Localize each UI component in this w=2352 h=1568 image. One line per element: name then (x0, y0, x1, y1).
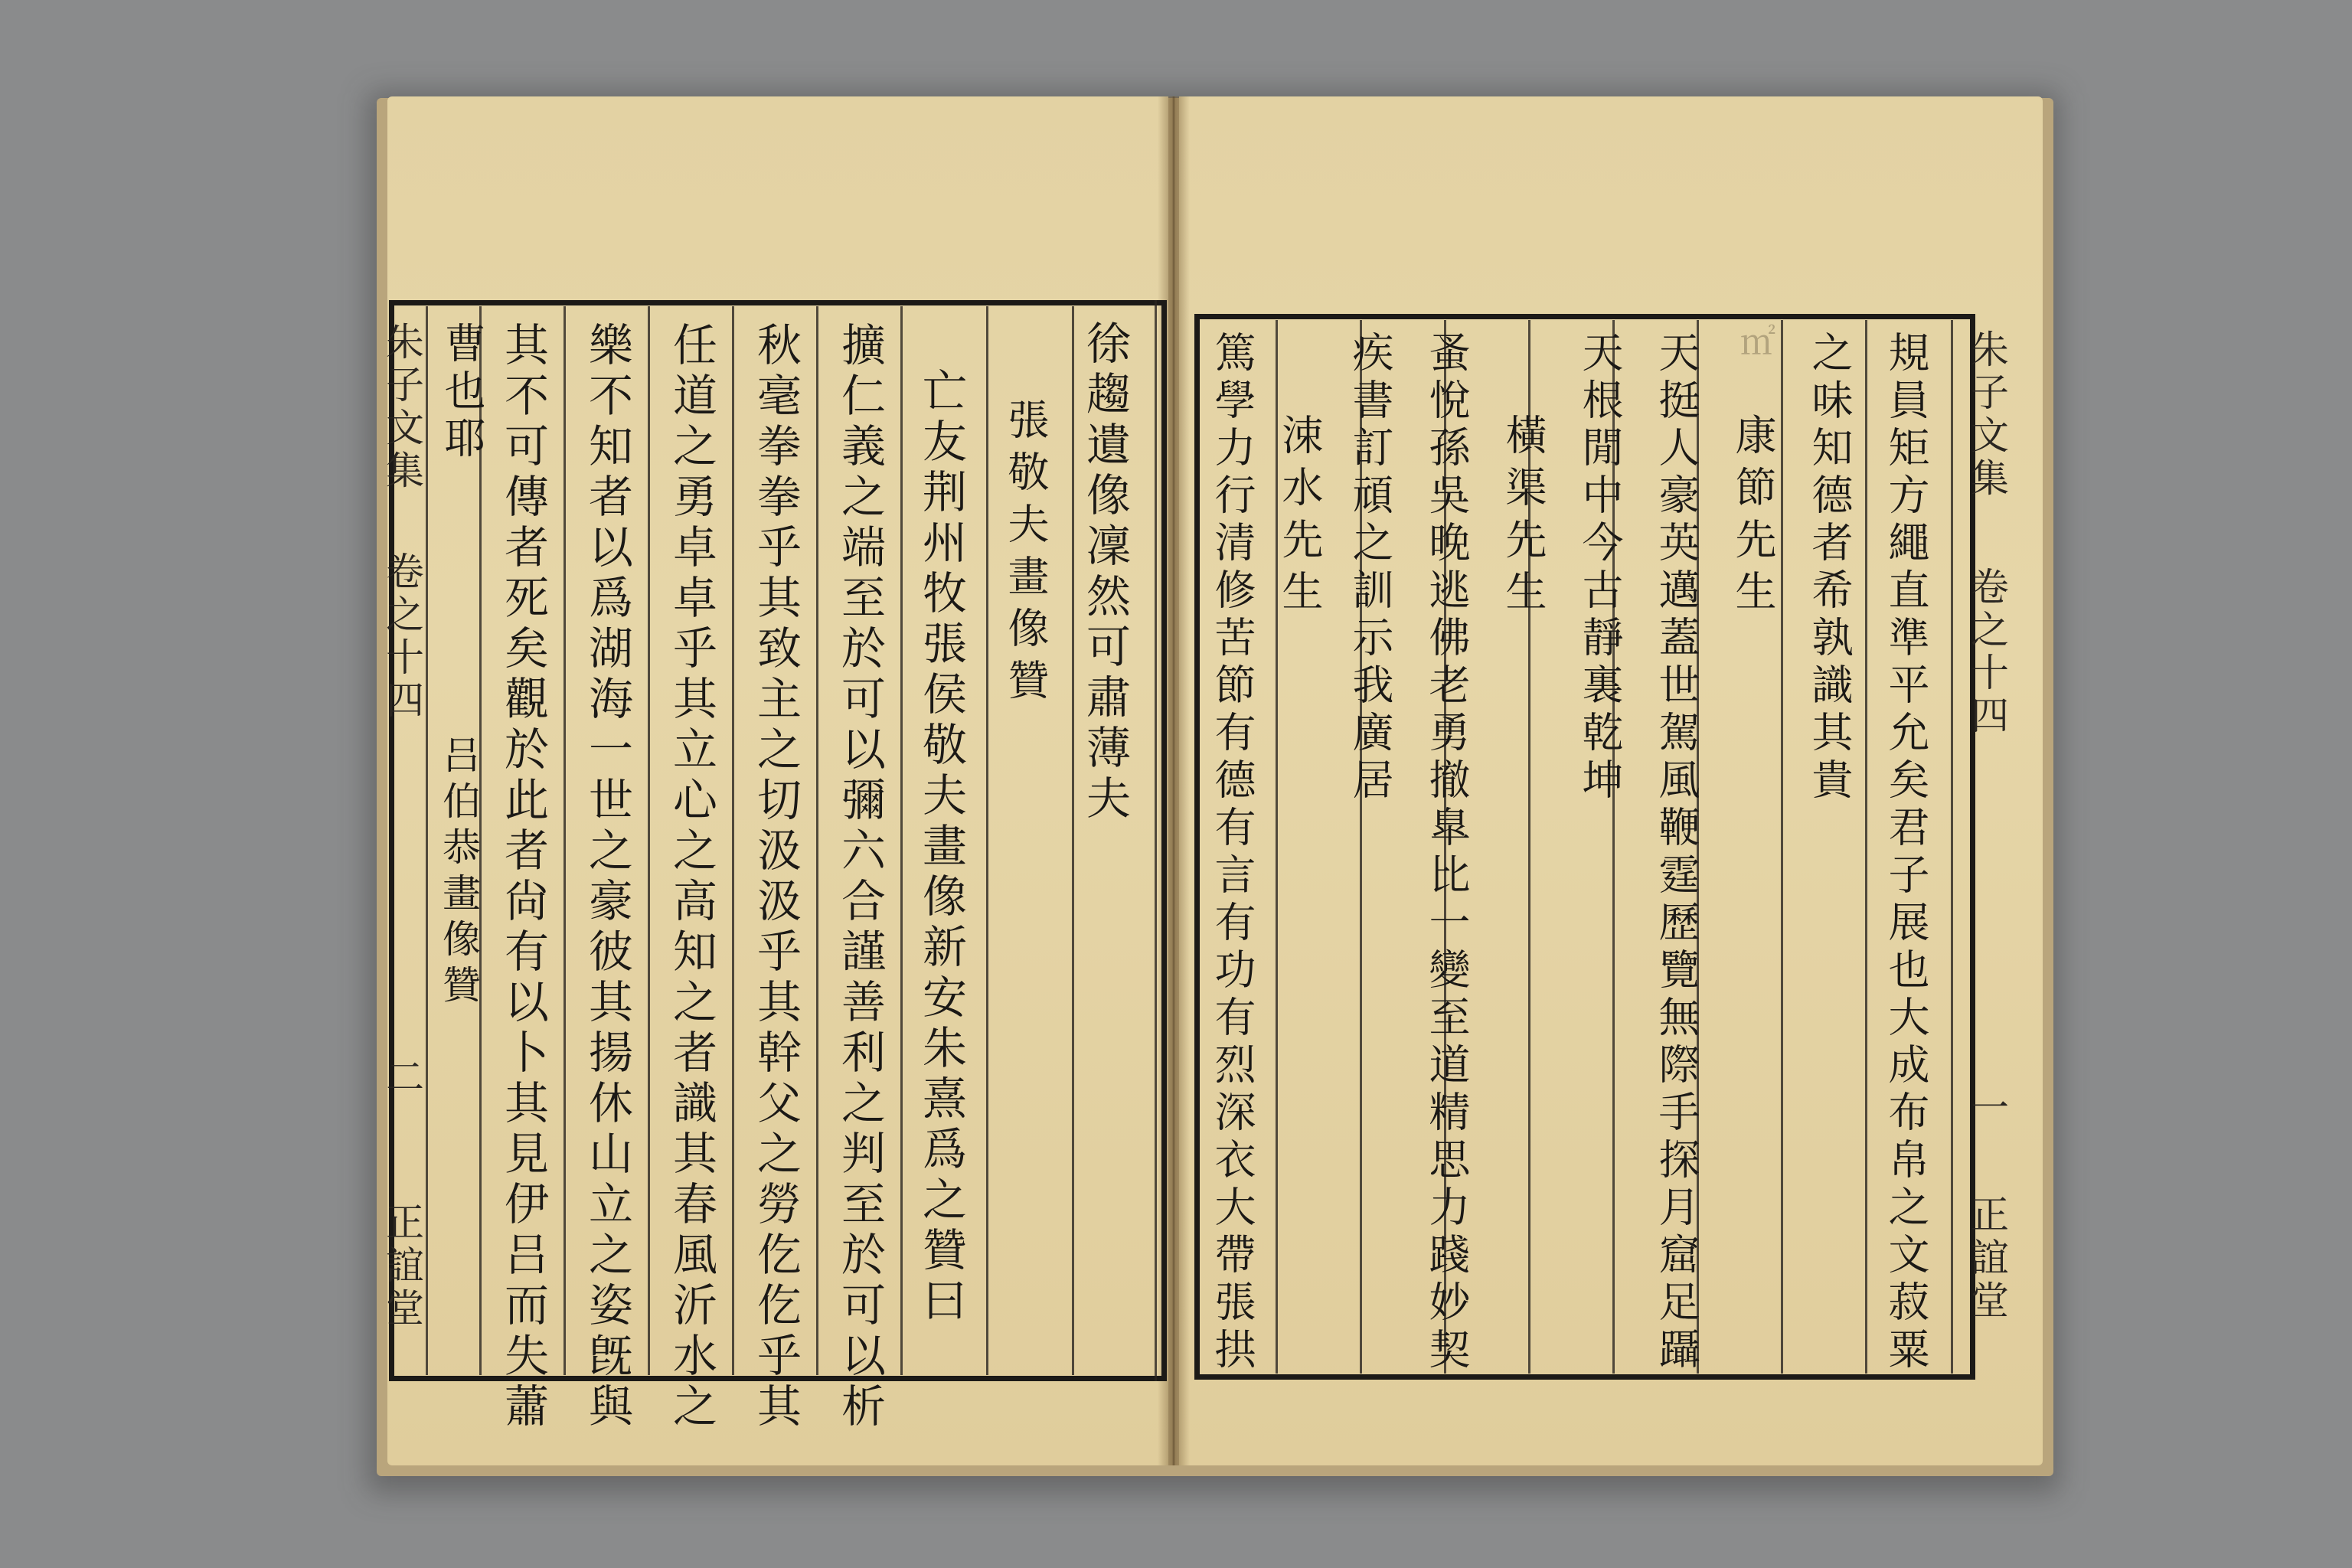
text-column: 篤學力行清修苦節有德有言有功有烈深衣大帶張拱 (1208, 331, 1256, 1375)
text-column: 規員矩方繩直準平允矣君子展也大成布帛之文菽粟 (1882, 331, 1930, 1375)
column-rule (1155, 300, 1157, 1381)
column-rule (1951, 320, 1953, 1374)
margin-publisher: 正誼堂 (380, 1202, 424, 1331)
column-rule (1865, 320, 1867, 1374)
section-heading: 康節先生 (1729, 413, 1777, 622)
column-rule (900, 306, 903, 1375)
text-column: 擴仁義之端至於可以彌六合謹善利之判至於可以析 (834, 322, 886, 1433)
bleed-through-text: ㎡ (1735, 322, 1776, 369)
margin-publisher: 正誼堂 (1965, 1194, 2009, 1323)
column-rule (1072, 306, 1074, 1375)
column-rule (648, 306, 650, 1375)
column-rule (816, 306, 818, 1375)
margin-title: 朱子文集 (1965, 329, 2009, 501)
section-heading: 張敬夫畫像贊 (1001, 398, 1050, 710)
text-column: 天挺人豪英邁蓋世駕風鞭霆歷覽無際手探月窟足躡 (1652, 331, 1700, 1375)
column-rule (1781, 320, 1783, 1374)
text-column: 之味知德者希孰識其貴 (1805, 331, 1854, 805)
text-column: 秋毫拳拳乎其致主之切汲汲乎其幹父之勞仡仡乎其 (750, 322, 802, 1433)
section-heading: 吕伯恭畫像贊 (436, 735, 481, 1011)
text-column: 亡友荆州牧張侯敬夫畫像新安朱熹爲之贊曰 (915, 368, 967, 1328)
column-rule (564, 306, 566, 1375)
text-column: 其不可傳者死矣觀於此者尙有以卜其見伊吕而失蕭 (497, 322, 549, 1433)
margin-title: 朱子文集 (380, 322, 424, 493)
section-heading: 涑水先生 (1276, 413, 1324, 622)
text-column: 疾書訂頑之訓示我廣居 (1346, 331, 1394, 805)
text-column: 徐趨遺像凜然可肅薄夫 (1079, 320, 1131, 825)
margin-volume: 卷之十四 (380, 551, 424, 723)
text-column: 任道之勇卓卓乎其立心之高知之者識其春風沂水之 (665, 322, 717, 1433)
margin-volume: 卷之十四 (1965, 567, 2009, 738)
column-rule (732, 306, 734, 1375)
margin-page-number: 一 (1965, 1087, 2009, 1130)
text-column: 蚤悅孫吳晚逃佛老勇撤臯比一變至道精思力踐妙契 (1423, 331, 1471, 1375)
text-column: 樂不知者以爲湖海一世之豪彼其揚休山立之姿旣與 (581, 322, 633, 1433)
text-column: 曹也耶 (438, 322, 486, 464)
section-heading: 橫渠先生 (1499, 413, 1547, 622)
text-column: 天根閒中今古靜裏乾坤 (1576, 331, 1624, 805)
margin-page-number: 二 (380, 1057, 424, 1099)
column-rule (986, 306, 988, 1375)
